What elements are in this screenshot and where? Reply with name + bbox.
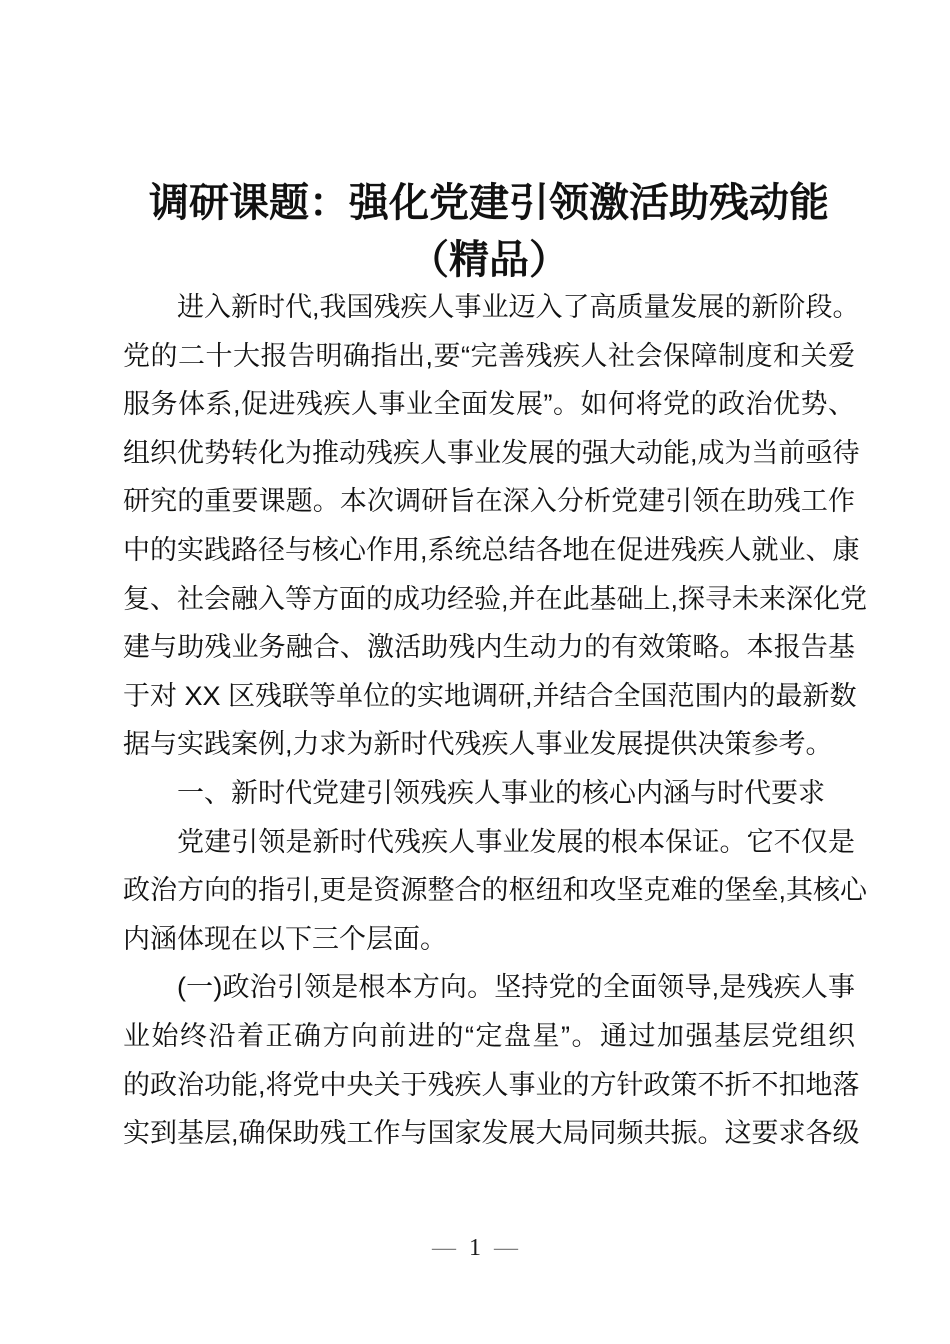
document-title <box>123 174 855 288</box>
paragraph-line: 进入新时代,我国残疾人事业迈入了高质量发展的新阶段。 <box>177 292 860 322</box>
paragraph-line: 党建引领是新时代残疾人事业发展的根本保证。它不仅是 <box>177 826 855 857</box>
paragraph-line: 党的二十大报告明确指出,要“完善残疾人社会保障制度和关爱 <box>123 340 855 371</box>
intro-paragraph <box>123 283 868 769</box>
paragraph-line: 政治方向的指引,更是资源整合的枢纽和攻坚克难的堡垒,其核心 <box>123 875 868 906</box>
paragraph-line: 服务体系,促进残疾人事业全面发展”。如何将党的政治优势、 <box>123 389 855 420</box>
paragraph-line: 内涵体现在以下三个层面。 <box>123 923 447 954</box>
title-line-1: 调研课题：强化党建引领激活助残动能 <box>149 180 829 225</box>
paragraph-line: 组织优势转化为推动残疾人事业发展的强大动能,成为当前亟待 <box>123 437 860 468</box>
paragraph-line: 于对 XX 区残联等单位的实地调研,并结合全国范围内的最新数 <box>123 680 857 711</box>
document-body <box>123 283 868 1158</box>
paragraph-line: 业始终沿着正确方向前进的“定盘星”。通过加强基层党组织 <box>123 1020 855 1051</box>
core-meaning-paragraph <box>123 818 868 964</box>
paragraph-line: 复、社会融入等方面的成功经验,并在此基础上,探寻未来深化党 <box>123 583 868 614</box>
title-line-2: （精品） <box>409 237 569 282</box>
paragraph-line: 研究的重要课题。本次调研旨在深入分析党建引领在助残工作 <box>123 486 855 517</box>
paragraph-line: 建与助残业务融合、激活助残内生动力的有效策略。本报告基 <box>123 632 855 663</box>
paragraph-line: 实到基层,确保助残工作与国家发展大局同频共振。这要求各级 <box>123 1118 860 1149</box>
paragraph-line: 中的实践路径与核心作用,系统总结各地在促进残疾人就业、康 <box>123 534 860 565</box>
paragraph-line: (一)政治引领是根本方向。坚持党的全面领导,是残疾人事 <box>177 972 855 1003</box>
footer-dash-left: — <box>432 1235 456 1261</box>
section-heading-1 <box>123 769 855 818</box>
paragraph-line: 据与实践案例,力求为新时代残疾人事业发展提供决策参考。 <box>123 729 833 760</box>
paragraph-line: 的政治功能,将党中央关于残疾人事业的方针政策不折不扣地落 <box>123 1069 860 1100</box>
page-number: 1 <box>469 1235 481 1261</box>
political-leadership-paragraph <box>123 963 860 1157</box>
footer-dash-right: — <box>494 1235 518 1261</box>
section-heading-line: 一、新时代党建引领残疾人事业的核心内涵与时代要求 <box>177 777 825 808</box>
page-footer <box>0 1234 950 1262</box>
